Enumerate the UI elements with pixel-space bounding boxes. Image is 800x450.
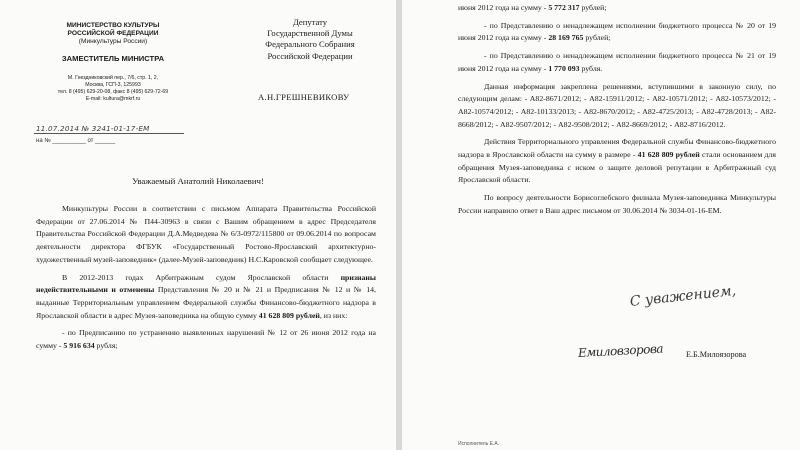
bold-text-run: 1 770 093 <box>548 63 580 73</box>
text-run: рублей; <box>583 33 611 43</box>
recipient-line-2: Государственной Думы <box>267 28 353 39</box>
text-run: - по Представлению о ненадлежащем исполнении бюджетного процесса № 20 от 19 июня 2012 года на сумму - <box>458 20 776 43</box>
address-line-2: Москва, ГСП-3, 125993 <box>85 82 141 88</box>
body-paragraph <box>458 192 776 217</box>
text-run: рублей; <box>579 3 607 12</box>
left-page <box>0 0 396 450</box>
text-run: Минкультуры России в соответствии с письмом Аппарата Правительства Российской Федерации от 27.06.2014 № П44-30963 в связи с Вашим обращением в адрес Председателя Правительства Российской Федерации Д.А.Медведева № 6/3-0972/115800 от 09.06.2014 по вопросам деятельности директора ФГБУК «Государственный Ростово-Ярославский архитектурно-художественный музей-заповедник» (далее-Музей-заповедник) Н.С.Каровской сообщает следующее. <box>36 204 376 264</box>
text-run: По вопросу деятельности Борисоглебского филиала Музея-заповедника Минкультуры России направило ответ в Ваш адрес письмом от 30.06.2014 № 3034-01-16-ЕМ. <box>458 193 776 215</box>
text-run: рубля; <box>94 341 118 351</box>
ministry-header <box>38 22 188 46</box>
bold-text-run: 28 169 765 <box>548 33 584 43</box>
bold-text-run: 5 916 634 <box>63 341 95 351</box>
address-line-3: тел. 8 (495) 629-20-08, факс 8 (495) 629-72-69 <box>57 89 169 95</box>
text-run: , из них: <box>319 310 348 320</box>
address-line-4: E-mail: kultura@mkrf.ru <box>85 96 141 102</box>
salutation: Уважаемый Анатолий Николаевич! <box>132 176 264 186</box>
text-run: Представления № 20 и № 21 и Предписания № 12 и № 14, выданные Территориальным управлением Федеральной службы Финансово-бюджетного надзора в Ярославской области в адрес Музея-заповедника на общую сумму <box>36 285 377 320</box>
text-run: - по Представлению о ненадлежащем исполнении бюджетного процесса № 21 от 19 июня 2012 года на сумму - <box>458 51 776 73</box>
closing-handwritten: С уважением, <box>629 282 737 310</box>
bold-text-run: признаны недействительными и отменены <box>36 272 376 295</box>
date-underline <box>34 133 184 134</box>
signature: Емиловзорова <box>577 341 664 360</box>
recipient-name: А.Н.ГРЕШНЕВИКОВУ <box>258 92 350 102</box>
footer-note: Исполнитель Е.А. <box>458 441 500 447</box>
bold-text-run: 41 628 809 рублей <box>637 150 700 160</box>
body-paragraph <box>458 81 776 132</box>
recipient-line-3: Федерального Собрания <box>265 39 355 50</box>
left-body-text <box>36 203 376 353</box>
right-page <box>402 0 800 450</box>
body-paragraph <box>458 2 776 15</box>
recipient-line-1: Депутату <box>292 17 328 27</box>
body-paragraph <box>36 327 376 352</box>
right-body-text <box>458 2 776 218</box>
text-run: Данная информация закреплена решениями, вступившими в законную силу, по следующим делам: - А82-8671/2012; - А82-15911/2012; - А82-10571/2012; - А82-10573/2012; - А82-10574/2012; - А82-10133/2013; - А82-8670/2012; - А82-4725/2013; - А82-4728/2013; - А82-8668/2012; - А82-9507/2012; - А82-9508/2012; - А82-8669/2012; - А82-8716/2012. <box>458 81 776 129</box>
reference-line: на № __________ от ______ <box>36 138 116 144</box>
body-paragraph <box>36 203 376 267</box>
recipient-line-4: Российской Федерации <box>267 50 353 61</box>
ministry-name-line-2: РОССИЙСКОЙ ФЕДЕРАЦИИ <box>67 30 159 37</box>
outgoing-date-number: 11.07.2014 № 3241-01-17-ЕМ <box>36 124 150 133</box>
signer-name: Е.Б.Милоязорова <box>686 350 747 359</box>
text-run: июня 2012 года на сумму - <box>458 3 549 12</box>
ministry-name-line-3: (Минкультуры России) <box>78 38 148 45</box>
bold-text-run: 41 628 809 рублей <box>258 310 320 320</box>
text-run: Действия Территориального управления Федеральной службы Финансово-бюджетного надзора в Ярославской области на сумму в размере - <box>458 137 776 160</box>
body-paragraph <box>458 136 776 187</box>
text-run: В 2012-2013 годах Арбитражным судом Ярославской области <box>62 272 341 282</box>
text-run: рубля. <box>579 63 603 73</box>
deputy-minister-title: ЗАМЕСТИТЕЛЬ МИНИСТРА <box>61 54 165 63</box>
body-paragraph <box>458 20 776 45</box>
ministry-address <box>36 75 190 103</box>
bold-text-run: 5 772 317 <box>548 3 580 12</box>
body-paragraph <box>36 272 376 323</box>
text-run: стали основанием для обращения Музея-заповедника с иском о защите деловой репутации в Арбитражный суд Ярославской области. <box>458 150 776 185</box>
body-paragraph <box>458 50 776 75</box>
text-run: - по Предписанию по устранению выявленных нарушений № 12 от 26 июня 2012 года на сумму - <box>36 328 376 351</box>
ministry-name-line-1: МИНИСТЕРСТВО КУЛЬТУРЫ <box>66 22 160 29</box>
recipient-block <box>244 17 376 62</box>
address-line-1: М. Гнездниковский пер., 7/6, стр. 1, 2, <box>67 75 159 81</box>
